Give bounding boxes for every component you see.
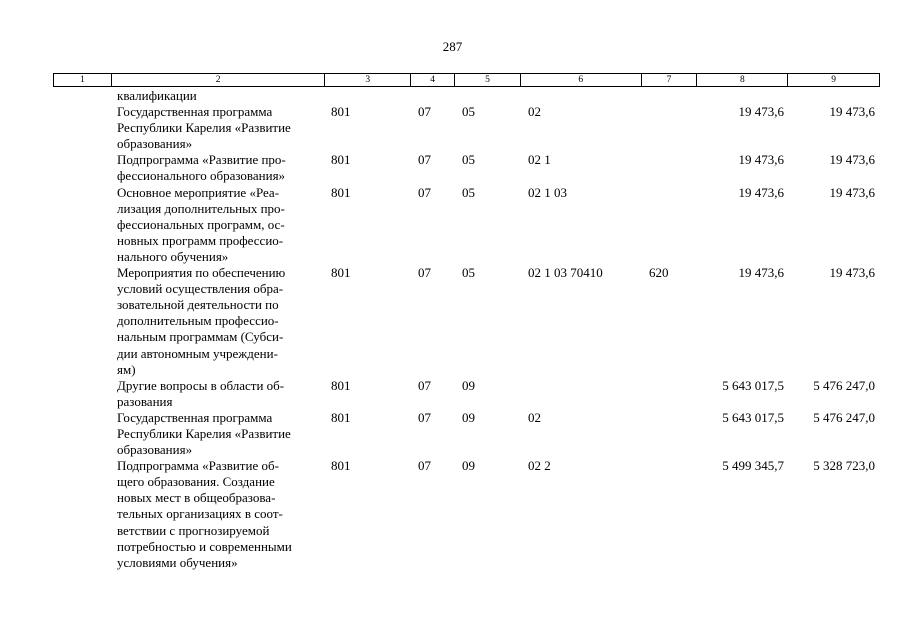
row-name: Государственная программа Республики Карелия «Развитие образования» <box>117 409 291 458</box>
header-cell-4: 4 <box>411 74 455 86</box>
header-cell-6: 6 <box>521 74 642 86</box>
row-subsection: 09 <box>462 377 475 393</box>
table-row <box>0 410 905 458</box>
row-target-article: 02 1 <box>528 152 551 168</box>
row-admin-code: 801 <box>331 458 351 474</box>
row-name: Основное мероприятие «Реа- лизация дополнительных про- фессиональных программ, ос- новных программ профессио- нального обучения» <box>117 184 285 264</box>
row-admin-code: 801 <box>331 265 351 281</box>
row-amount-8: 5 643 017,5 <box>722 409 784 425</box>
row-section: 07 <box>418 184 431 200</box>
row-target-article: 02 <box>528 409 541 425</box>
table-row <box>0 104 905 152</box>
row-amount-8: 19 473,6 <box>738 184 784 200</box>
row-name: Мероприятия по обеспечению условий осуществления обра- зовательной деятельности по дополнительным профессио- нальным программам (Субси- дии автономным учреждени- ям) <box>117 265 286 377</box>
row-section: 07 <box>418 409 431 425</box>
table-row <box>0 378 905 410</box>
row-subsection: 05 <box>462 265 475 281</box>
row-section: 07 <box>418 458 431 474</box>
row-amount-9: 5 328 723,0 <box>813 458 875 474</box>
row-subsection: 09 <box>462 409 475 425</box>
row-name: Подпрограмма «Развитие про- фессионального образования» <box>117 152 286 184</box>
row-expense-type: 620 <box>649 265 669 281</box>
row-admin-code: 801 <box>331 152 351 168</box>
row-name: квалификации <box>117 88 197 103</box>
row-target-article: 02 1 03 <box>528 184 567 200</box>
header-cell-2: 2 <box>112 74 325 86</box>
row-amount-9: 19 473,6 <box>829 184 875 200</box>
row-name: Государственная программа Республики Карелия «Развитие образования» <box>117 104 291 152</box>
row-admin-code: 801 <box>331 409 351 425</box>
row-section: 07 <box>418 152 431 168</box>
row-section: 07 <box>418 265 431 281</box>
row-amount-9: 19 473,6 <box>829 104 875 120</box>
header-cell-7: 7 <box>642 74 698 86</box>
row-target-article: 02 2 <box>528 458 551 474</box>
row-subsection: 05 <box>462 184 475 200</box>
header-cell-9: 9 <box>831 75 836 85</box>
table-row <box>0 265 905 378</box>
header-cell-5: 5 <box>455 74 521 86</box>
table-header <box>53 73 880 87</box>
row-subsection: 09 <box>462 458 475 474</box>
row-subsection: 05 <box>462 104 475 120</box>
row-admin-code: 801 <box>331 377 351 393</box>
table-row <box>0 152 905 184</box>
row-amount-8: 19 473,6 <box>738 152 784 168</box>
row-amount-9: 19 473,6 <box>829 152 875 168</box>
row-amount-8: 19 473,6 <box>738 265 784 281</box>
row-amount-9: 5 476 247,0 <box>813 377 875 393</box>
row-name: Другие вопросы в области об- разования <box>117 377 285 409</box>
table-body <box>0 88 905 571</box>
header-cell-8: 8 <box>697 74 788 86</box>
row-amount-8: 19 473,6 <box>738 104 784 120</box>
row-subsection: 05 <box>462 152 475 168</box>
row-amount-8: 5 499 345,7 <box>722 458 784 474</box>
header-cell-3: 3 <box>325 74 411 86</box>
row-section: 07 <box>418 377 431 393</box>
table-row <box>0 458 905 571</box>
row-name: Подпрограмма «Развитие об- щего образования. Создание новых мест в общеобразова- тельных организациях в соот- ветствии с прогнозируемой потребностью и современными условиями обучения» <box>117 458 292 570</box>
table-row <box>0 88 905 104</box>
row-target-article: 02 1 03 70410 <box>528 265 603 281</box>
row-target-article: 02 <box>528 104 541 120</box>
row-admin-code: 801 <box>331 104 351 120</box>
row-amount-8: 5 643 017,5 <box>722 377 784 393</box>
header-cell-1: 1 <box>54 74 112 86</box>
table-row <box>0 185 905 265</box>
row-admin-code: 801 <box>331 184 351 200</box>
row-amount-9: 19 473,6 <box>829 265 875 281</box>
row-amount-9: 5 476 247,0 <box>813 409 875 425</box>
page-number: 287 <box>442 39 463 54</box>
row-section: 07 <box>418 104 431 120</box>
